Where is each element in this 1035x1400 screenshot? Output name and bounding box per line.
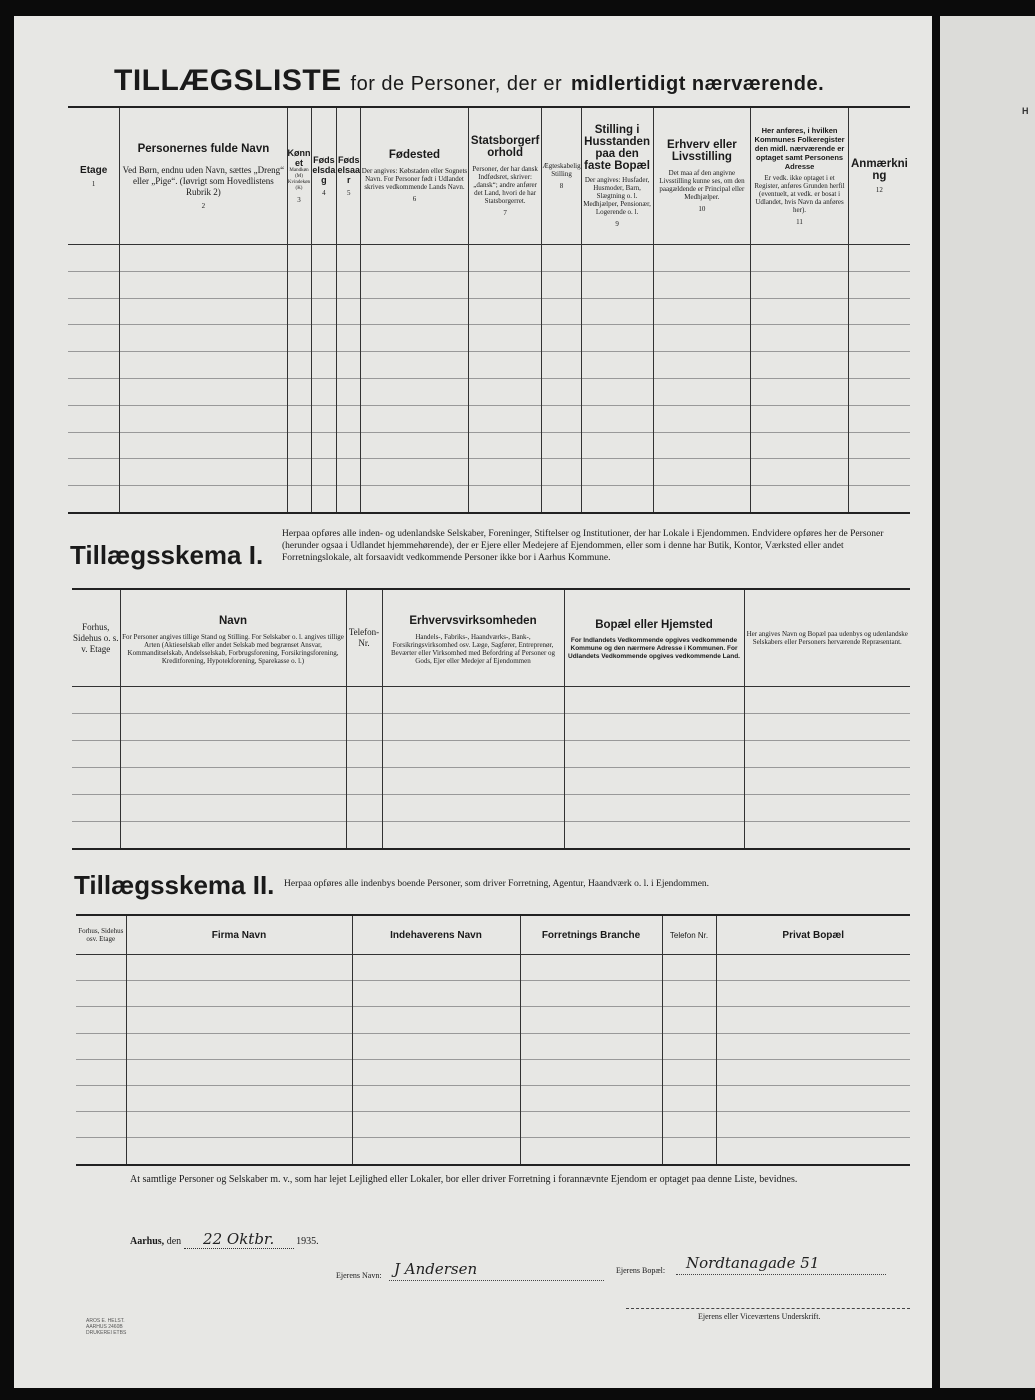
table-cell[interactable] [120,325,287,352]
table-cell[interactable] [744,687,910,714]
table-cell[interactable] [287,459,311,486]
table-cell[interactable] [581,486,653,513]
s2-col-telefon: Telefon Nr. [662,915,716,955]
table-cell[interactable] [361,271,469,298]
table-cell[interactable] [848,245,910,272]
table-cell[interactable] [337,405,361,432]
table-cell[interactable] [287,405,311,432]
table-cell[interactable] [352,1138,520,1165]
table-cell[interactable] [744,741,910,768]
table-cell[interactable] [716,1112,910,1138]
table-row [76,955,910,981]
table-cell[interactable] [716,1007,910,1033]
table-cell[interactable] [382,687,564,714]
s1-col-erhverv: Erhvervsvirksomheden Handels-, Fabriks-, Haandværks-, Bank-, Forsikringsvirksomhed osv. Læge, Sagfører, Entreprenør, Beværter eller Virksomhed med Befordring af Personer og Gods, Ejer eller Medejer af Ejendommen [382,589,564,687]
owner-address-line [676,1274,886,1275]
table-cell[interactable] [287,486,311,513]
table-cell[interactable] [468,298,542,325]
table-cell[interactable] [352,1007,520,1033]
skema2-description: Herpaa opføres alle indenbys boende Personer, som driver Forretning, Agentur, Haandværk o. l. i Ejendommen. [284,879,710,889]
table-cell[interactable] [542,405,581,432]
col-statsborgerforhold: Statsborgerforhold Personer, der har dansk Indfødsret, skriver: „dansk“; andre anfører det Land, hvori de har Statsborgerret. 7 [468,107,542,245]
table-cell[interactable] [716,981,910,1007]
table-cell[interactable] [564,822,744,850]
signature-line [626,1308,910,1309]
table-cell[interactable] [311,459,337,486]
city-label: Aarhus, [130,1236,165,1247]
table-cell[interactable] [653,245,751,272]
col-koennet: Kønnet Mandkøn (M) Kvindekøn (K) 3 [287,107,311,245]
table-cell[interactable] [120,271,287,298]
table-cell[interactable] [468,245,542,272]
table-cell[interactable] [346,822,382,850]
table-cell[interactable] [653,432,751,459]
handwritten-date: 22 Oktbr. [203,1230,275,1248]
table-cell[interactable] [120,459,287,486]
table-cell[interactable] [581,405,653,432]
table-cell[interactable] [716,1138,910,1165]
table-cell[interactable] [346,714,382,741]
table-cell[interactable] [662,1138,716,1165]
den-label: den [166,1236,182,1247]
table-cell[interactable] [744,795,910,822]
table-row [72,795,910,822]
table-cell[interactable] [68,432,120,459]
s1-col-etage: Forhus, Sidehus o. s. v. Etage [72,589,120,687]
table-cell[interactable] [751,486,849,513]
table-cell[interactable] [76,1138,126,1165]
page-title [114,64,824,98]
table-cell[interactable] [564,768,744,795]
table-cell[interactable] [120,432,287,459]
table-row [76,1059,910,1085]
table-cell[interactable] [520,1033,662,1059]
document-page [14,16,932,1388]
table-cell[interactable] [520,1059,662,1085]
table-cell[interactable] [564,741,744,768]
table-row [76,1138,910,1165]
table-cell[interactable] [848,325,910,352]
table-cell[interactable] [287,245,311,272]
table-cell[interactable] [468,459,542,486]
table-cell[interactable] [468,325,542,352]
skema1-title: Tillægsskema I. [70,540,264,570]
table-cell[interactable] [352,1112,520,1138]
table-cell[interactable] [337,459,361,486]
table-cell[interactable] [120,298,287,325]
table-cell[interactable] [653,378,751,405]
table-cell[interactable] [311,405,337,432]
table-cell[interactable] [520,955,662,981]
table-cell[interactable] [848,378,910,405]
table-cell[interactable] [120,768,346,795]
s2-col-etage: Forhus, Sidehus osv. Etage [76,915,126,955]
col-foedested: Fødested Der angives: Købstaden eller Sognets Navn. For Personer født i Udlandet skrives vedkommende Lands Navn. 6 [361,107,469,245]
table-cell[interactable] [751,298,849,325]
table-cell[interactable] [848,486,910,513]
table-cell[interactable] [520,1007,662,1033]
table-cell[interactable] [126,1033,352,1059]
table-cell[interactable] [311,298,337,325]
col-foedselsdag: Fødselsdag 4 [311,107,337,245]
table-cell[interactable] [126,1112,352,1138]
col-foedselsaar: Fødselsaar 5 [337,107,361,245]
table-cell[interactable] [542,298,581,325]
table-cell[interactable] [287,352,311,379]
table-cell[interactable] [337,298,361,325]
table-row [72,741,910,768]
table-cell[interactable] [68,325,120,352]
table-cell[interactable] [520,1138,662,1165]
table-cell[interactable] [468,271,542,298]
table-cell[interactable] [337,352,361,379]
skema2-title: Tillægsskema II. [74,870,275,900]
table-cell[interactable] [382,768,564,795]
table-cell[interactable] [361,352,469,379]
table-row [68,486,910,513]
table-cell[interactable] [311,486,337,513]
table-cell[interactable] [653,352,751,379]
table-row [68,432,910,459]
table-cell[interactable] [751,432,849,459]
owner-name-handwriting: J Andersen [394,1260,478,1278]
col-aegteskabelig: Ægteskabelig Stilling 8 [542,107,581,245]
declaration-text: At samtlige Personer og Selskaber m. v., som har lejet Lejlighed eller Lokaler, bor eller driver Forretning i forannævnte Ejendom er optaget paa denne Liste, bevidnes. [130,1174,798,1185]
s1-col-bopael: Bopæl eller Hjemsted For Indlandets Vedkommende opgives vedkommende Kommune og den nærmere Adresse i Kommunen. For Udlandets Vedkommende opgives vedkommende Land. [564,589,744,687]
table-cell[interactable] [76,1059,126,1085]
table-cell[interactable] [542,432,581,459]
table-cell[interactable] [72,687,120,714]
col-folkeregister: Her anføres, i hvilken Kommunes Folkeregister den midl. nærværende er optaget samt Personens Adresse Er vedk. ikke optaget i et Register, anføres Grunden herfil (eventuelt, at vedk. er bosat i Udlandet, hvis Navn da anføres her). 11 [751,107,849,245]
table-cell[interactable] [72,714,120,741]
table-cell[interactable] [542,459,581,486]
table-cell[interactable] [311,271,337,298]
table-cell[interactable] [662,1007,716,1033]
table-cell[interactable] [716,955,910,981]
table-cell[interactable] [520,981,662,1007]
table-cell[interactable] [352,1085,520,1111]
table-cell[interactable] [120,405,287,432]
col-erhverv: Erhverv eller Livsstilling Det maa af den angivne Livsstilling kunne ses, om den paagældende er Principal eller Medhjælper. 10 [653,107,751,245]
table-row [76,1033,910,1059]
table-cell[interactable] [352,981,520,1007]
table-cell[interactable] [337,378,361,405]
next-page-letter: H [1022,106,1029,116]
table-cell[interactable] [653,271,751,298]
table-cell[interactable] [68,352,120,379]
table-cell[interactable] [542,271,581,298]
table-row [72,687,910,714]
year-label: 1935. [296,1236,319,1247]
table-cell[interactable] [662,1085,716,1111]
table-cell[interactable] [653,486,751,513]
table-cell[interactable] [126,1138,352,1165]
table-cell[interactable] [346,768,382,795]
table-cell[interactable] [126,1085,352,1111]
owner-name-label: Ejerens Navn: [336,1271,382,1280]
table-cell[interactable] [468,405,542,432]
table-cell[interactable] [581,432,653,459]
table-cell[interactable] [520,1112,662,1138]
printer-mark: AROS E. HELST. AARHUS 2460B DRUKEREI ETBS [86,1318,127,1336]
table-cell[interactable] [468,352,542,379]
table-cell[interactable] [337,432,361,459]
s2-col-bopael: Privat Bopæl [716,915,910,955]
table-cell[interactable] [346,687,382,714]
table-cell[interactable] [751,245,849,272]
table-cell[interactable] [361,459,469,486]
table-cell[interactable] [716,1033,910,1059]
table-cell[interactable] [751,459,849,486]
table-row [72,768,910,795]
table-cell[interactable] [653,459,751,486]
table-cell[interactable] [848,298,910,325]
table-cell[interactable] [468,378,542,405]
table-cell[interactable] [542,378,581,405]
table-row [68,459,910,486]
table-cell[interactable] [468,486,542,513]
table-cell[interactable] [581,378,653,405]
table-row [76,1085,910,1111]
table-cell[interactable] [361,325,469,352]
table-cell[interactable] [76,955,126,981]
table-cell[interactable] [382,741,564,768]
table-cell[interactable] [361,378,469,405]
table-cell[interactable] [662,955,716,981]
table-cell[interactable] [581,459,653,486]
col-navn: Personernes fulde Navn Ved Børn, endnu uden Navn, sættes „Dreng“ eller „Pige“. (Iøvrigt som Hovedlistens Rubrik 2) 2 [120,107,287,245]
table-cell[interactable] [751,378,849,405]
table-cell[interactable] [311,245,337,272]
table-row [76,1007,910,1033]
table-cell[interactable] [848,405,910,432]
col-anmaerkning: Anmærkning 12 [848,107,910,245]
table-row [68,352,910,379]
table-cell[interactable] [744,768,910,795]
table-cell[interactable] [751,405,849,432]
table-row [68,271,910,298]
table-cell[interactable] [581,352,653,379]
table-cell[interactable] [751,271,849,298]
owner-name-line [389,1280,604,1281]
skema2-table [76,914,910,1166]
table-row [72,714,910,741]
table-cell[interactable] [716,1085,910,1111]
table-cell[interactable] [337,325,361,352]
table-cell[interactable] [287,325,311,352]
table-cell[interactable] [352,1033,520,1059]
table-row [76,1112,910,1138]
table-cell[interactable] [361,298,469,325]
table-cell[interactable] [287,298,311,325]
table-cell[interactable] [287,271,311,298]
date-line [130,1230,319,1249]
next-page-edge [940,16,1035,1388]
table-row [72,822,910,850]
table-cell[interactable] [662,1112,716,1138]
table-cell[interactable] [564,687,744,714]
table-cell[interactable] [361,432,469,459]
table-cell[interactable] [72,768,120,795]
table-cell[interactable] [352,955,520,981]
s2-col-indehaver: Indehaverens Navn [352,915,520,955]
table-cell[interactable] [337,245,361,272]
table-cell[interactable] [126,955,352,981]
table-cell[interactable] [120,687,346,714]
signature-label: Ejerens eller Viceværtens Underskrift. [698,1312,821,1321]
table-cell[interactable] [76,1007,126,1033]
table-cell[interactable] [581,245,653,272]
table-cell[interactable] [311,432,337,459]
table-cell[interactable] [68,486,120,513]
table-cell[interactable] [564,795,744,822]
table-cell[interactable] [653,325,751,352]
table-cell[interactable] [68,378,120,405]
table-cell[interactable] [120,352,287,379]
table-cell[interactable] [848,271,910,298]
s1-col-repraesentant: Her angives Navn og Bopæl paa udenbys og udenlandske Selskabers eller Personers herværende Repræsentant. [744,589,910,687]
owner-address-handwriting: Nordtanagade 51 [686,1254,820,1272]
s2-col-firma: Firma Navn [126,915,352,955]
title-middle: for de Personer, der er [350,73,563,95]
table-cell[interactable] [744,822,910,850]
table-cell[interactable] [382,714,564,741]
table-cell[interactable] [72,822,120,850]
col-etage: Etage 1 [68,107,120,245]
table-cell[interactable] [287,432,311,459]
table-cell[interactable] [662,1059,716,1085]
table-cell[interactable] [468,432,542,459]
title-main: TILLÆGSLISTE [114,64,342,97]
table-cell[interactable] [542,325,581,352]
table-cell[interactable] [542,352,581,379]
tillaegsliste-table [68,106,910,514]
table-cell[interactable] [126,981,352,1007]
table-cell[interactable] [361,245,469,272]
table-cell[interactable] [76,1112,126,1138]
table-cell[interactable] [72,795,120,822]
table-cell[interactable] [311,378,337,405]
table-cell[interactable] [581,271,653,298]
table-cell[interactable] [848,352,910,379]
owner-address-label: Ejerens Bopæl: [616,1266,666,1275]
table-cell[interactable] [120,741,346,768]
table-cell[interactable] [744,714,910,741]
table-cell[interactable] [126,1007,352,1033]
table-cell[interactable] [716,1059,910,1085]
table-cell[interactable] [120,486,287,513]
table-cell[interactable] [76,981,126,1007]
table-row [76,981,910,1007]
table-cell[interactable] [311,352,337,379]
table-cell[interactable] [382,795,564,822]
table-cell[interactable] [581,325,653,352]
table-cell[interactable] [337,271,361,298]
table-cell[interactable] [120,714,346,741]
table-cell[interactable] [382,822,564,850]
table-cell[interactable] [76,1085,126,1111]
table-cell[interactable] [542,245,581,272]
table-cell[interactable] [68,405,120,432]
table-cell[interactable] [581,298,653,325]
table-cell[interactable] [287,378,311,405]
table-cell[interactable] [68,459,120,486]
table-cell[interactable] [662,1033,716,1059]
table-cell[interactable] [311,325,337,352]
table-cell[interactable] [653,298,751,325]
table-cell[interactable] [68,245,120,272]
s2-col-branche: Forretnings Branche [520,915,662,955]
table-cell[interactable] [542,486,581,513]
table-cell[interactable] [352,1059,520,1085]
table-cell[interactable] [68,298,120,325]
col-stilling: Stilling i Husstanden paa den faste Bopæl Der angives: Husfader, Husmoder, Barn, Slægtning o. l. Medhjælper, Pensionær, Logerende o. l. 9 [581,107,653,245]
table-cell[interactable] [346,795,382,822]
table-cell[interactable] [564,714,744,741]
s1-col-navn: Navn For Personer angives tillige Stand og Stilling. For Selskaber o. l. angives tillige Arten (Aktieselskab eller andet Selskab med begrænset Ansvar, Kommanditselskab, Andelsselskab, Forbrugsforening, Forsikringsforening, Kreditforening, Hypotekforening, Sparekasse o. l.) [120,589,346,687]
table-cell[interactable] [346,741,382,768]
table-cell[interactable] [520,1085,662,1111]
table-cell[interactable] [72,741,120,768]
table-cell[interactable] [662,981,716,1007]
table-row [68,325,910,352]
s1-col-telefon: Telefon-Nr. [346,589,382,687]
table-cell[interactable] [120,378,287,405]
skema1-description: Herpaa opføres alle inden- og udenlandske Selskaber, Foreninger, Stiftelser og Institutioner, der har Lokale i Ejendommen. Endvidere opføres her de Personer (herunder ogsaa i Udlandet hjemmehørende), der er Ejere eller Medejere af Ejendommen, eller som i denne har Butik, Kontor, Værksted eller andet Forretningslokale, alt forsaavidt vedkommende Personer ikke bor i Aarhus Kommune. [282,529,884,563]
table-cell[interactable] [848,432,910,459]
table-row [68,405,910,432]
table-cell[interactable] [848,459,910,486]
table-cell[interactable] [126,1059,352,1085]
table-row [68,378,910,405]
title-emphasis: midlertidigt nærværende. [570,73,825,95]
table-cell[interactable] [76,1033,126,1059]
table-cell[interactable] [361,405,469,432]
table-cell[interactable] [337,486,361,513]
table-cell[interactable] [751,325,849,352]
skema1-table [72,588,910,850]
table-cell[interactable] [120,822,346,850]
table-row [68,298,910,325]
table-cell[interactable] [68,271,120,298]
table-cell[interactable] [361,486,469,513]
table-cell[interactable] [751,352,849,379]
table-cell[interactable] [653,405,751,432]
table-cell[interactable] [120,795,346,822]
table-cell[interactable] [120,245,287,272]
table-row [68,245,910,272]
